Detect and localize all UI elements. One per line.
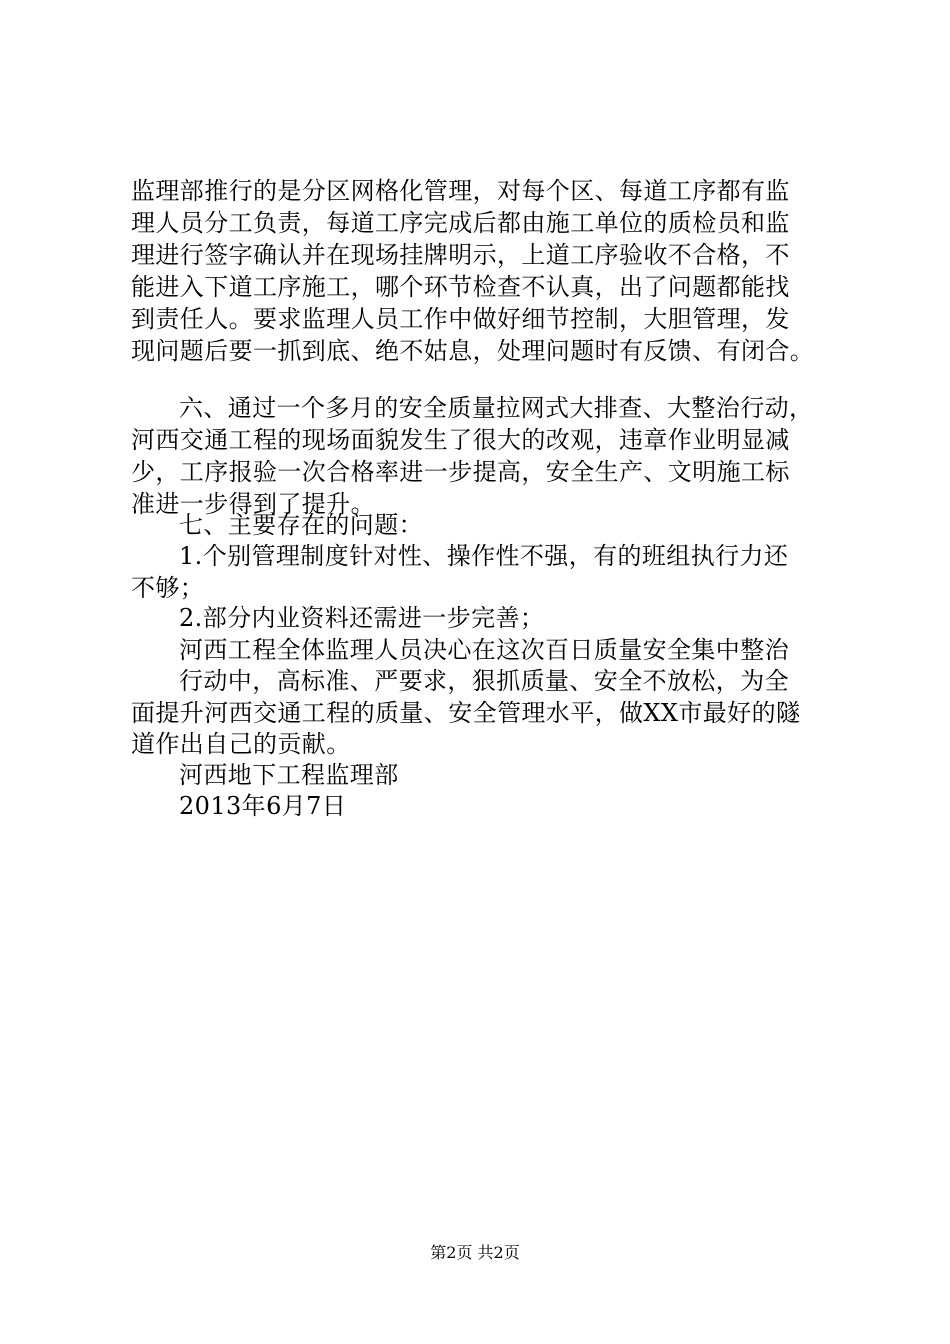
paragraph-1-line-2: 理人员分工负责，每道工序完成后都由施工单位的质检员和监 <box>131 209 790 237</box>
paragraph-1-line-6: 现问题后要一抓到底、绝不姑息，处理问题时有反馈、有闭合。 <box>131 337 815 365</box>
issue-1-line-2: 不够； <box>131 574 205 602</box>
issue-2: 2.部分内业资料还需进一步完善； <box>179 604 545 632</box>
paragraph-2-line-3: 少，工序报验一次合格率进一步提高，安全生产、文明施工标 <box>131 458 790 486</box>
paragraph-2-line-4: 准进一步得到了提升。 <box>131 490 375 518</box>
paragraph-1-line-3: 理进行签字确认并在现场挂牌明示，上道工序验收不合格，不 <box>131 241 790 269</box>
closing-line-4: 道作出自己的贡献。 <box>131 730 351 758</box>
paragraph-1-line-4: 能进入下道工序施工，哪个环节检查不认真，出了问题都能找 <box>131 273 790 301</box>
signature-organization: 河西地下工程监理部 <box>179 761 399 789</box>
paragraph-1-line-1: 监理部推行的是分区网格化管理，对每个区、每道工序都有监 <box>131 177 790 205</box>
closing-line-2: 行动中，高标准、严要求，狠抓质量、安全不放松，为全 <box>179 667 789 695</box>
issue-1-line-1: 1.个别管理制度针对性、操作性不强，有的班组执行力还 <box>179 542 789 570</box>
paragraph-1-line-5: 到责任人。要求监理人员工作中做好细节控制，大胆管理，发 <box>131 305 790 333</box>
signature-date: 2013年6月7日 <box>179 792 347 820</box>
closing-line-1: 河西工程全体监理人员决心在这次百日质量安全集中整治 <box>179 636 789 664</box>
page-number-footer: 第2页 共2页 <box>430 1243 520 1262</box>
paragraph-2-line-2: 河西交通工程的现场面貌发生了很大的改观，违章作业明显减 <box>131 426 790 454</box>
paragraph-2-line-1: 六、通过一个多月的安全质量拉网式大排查、大整治行动， <box>179 394 814 422</box>
closing-line-3: 面提升河西交通工程的质量、安全管理水平，做XX市最好的隧 <box>131 699 801 727</box>
section-7-heading: 七、主要存在的问题： <box>179 511 423 539</box>
